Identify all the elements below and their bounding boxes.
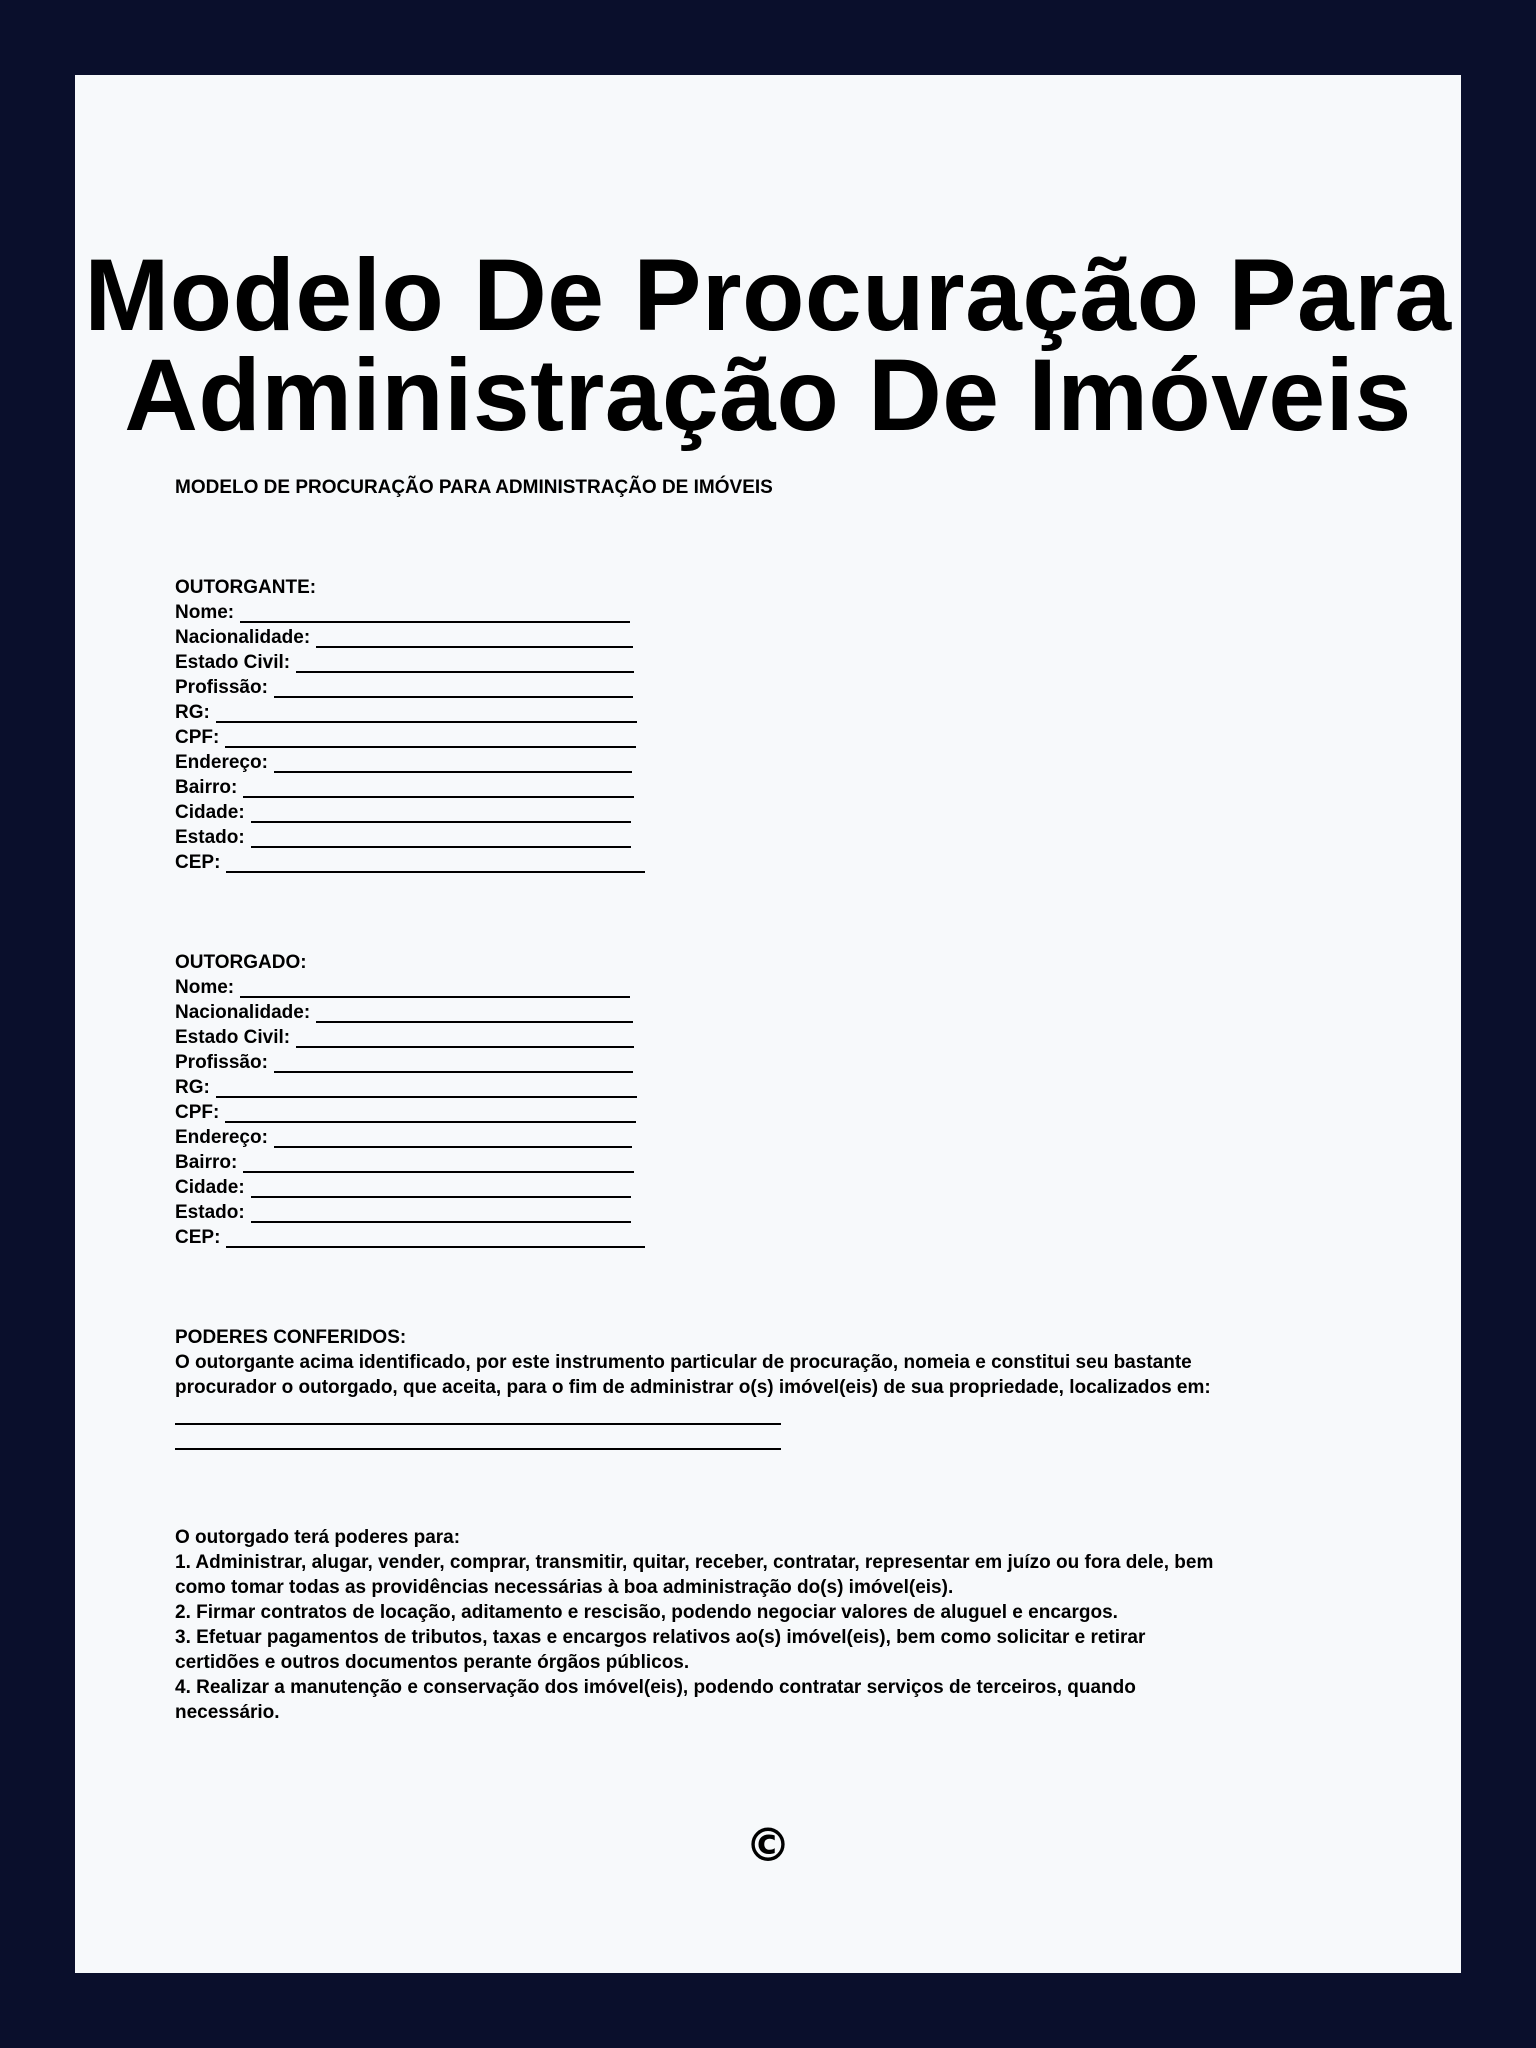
form-field-row [175, 725, 1225, 750]
form-field-row [175, 625, 1225, 650]
form-field-row [175, 1175, 1225, 1200]
field-blank-line [251, 1178, 631, 1198]
field-label: Estado Civil: [175, 652, 291, 673]
field-label: Nacionalidade: [175, 627, 311, 648]
field-blank-line [226, 1228, 645, 1248]
field-label: Endereço: [175, 752, 268, 773]
form-field-row [175, 825, 1225, 850]
form-field-row [175, 750, 1225, 775]
form-field-row [175, 650, 1225, 675]
field-blank-line [316, 1003, 633, 1023]
form-field-row [175, 1050, 1225, 1075]
field-blank-line [296, 1028, 634, 1048]
field-label: Profissão: [175, 1052, 268, 1073]
field-blank-line [251, 828, 631, 848]
form-field-row [175, 850, 1225, 875]
field-label: Estado: [175, 1202, 245, 1223]
outorgado-title: OUTORGADO: [175, 952, 307, 973]
outorgado-section [175, 950, 1225, 1250]
form-field-row [175, 1000, 1225, 1025]
address-blank-line [175, 1400, 781, 1425]
field-label: RG: [175, 1077, 210, 1098]
form-field-row [175, 1200, 1225, 1225]
field-label: Bairro: [175, 1152, 238, 1173]
field-blank-line [240, 978, 630, 998]
field-blank-line [296, 653, 634, 673]
field-blank-line [274, 1053, 633, 1073]
field-label: Nome: [175, 602, 235, 623]
field-blank-line [274, 1128, 632, 1148]
field-blank-line [243, 1153, 634, 1173]
field-label: RG: [175, 702, 210, 723]
field-blank-line [216, 703, 637, 723]
list-item: 4. Realizar a manutenção e conservação dos imóvel(eis), podendo contratar serviços de terceiros, quando necessário. [175, 1677, 1136, 1723]
field-label: Estado Civil: [175, 1027, 291, 1048]
field-label: Endereço: [175, 1127, 268, 1148]
page-title-line-1: Modelo De Procuração Para [84, 238, 1452, 352]
field-label: Cidade: [175, 802, 245, 823]
poderes-section [175, 1325, 1225, 1450]
field-label: Profissão: [175, 677, 268, 698]
poderes-title: PODERES CONFERIDOS: [175, 1327, 407, 1348]
field-label: Bairro: [175, 777, 238, 798]
field-label: Estado: [175, 827, 245, 848]
field-label: Nacionalidade: [175, 1002, 311, 1023]
field-blank-line [216, 1078, 637, 1098]
field-blank-line [274, 678, 633, 698]
form-field-row [175, 1125, 1225, 1150]
field-blank-line [274, 753, 632, 773]
form-field-row [175, 775, 1225, 800]
form-field-row [175, 675, 1225, 700]
document-heading: MODELO DE PROCURAÇÃO PARA ADMINISTRAÇÃO DE IMÓVEIS [175, 477, 773, 498]
form-field-row [175, 600, 1225, 625]
field-blank-line [243, 778, 634, 798]
outorgado-fields [175, 975, 1225, 1250]
form-field-row [175, 800, 1225, 825]
document-body [175, 475, 1225, 1800]
field-label: CEP: [175, 852, 221, 873]
field-blank-line [225, 728, 636, 748]
field-label: CEP: [175, 1227, 221, 1248]
field-label: Nome: [175, 977, 235, 998]
outorgante-fields [175, 600, 1225, 875]
field-blank-line [251, 803, 631, 823]
field-blank-line [240, 603, 630, 623]
field-blank-line [316, 628, 633, 648]
form-field-row [175, 1025, 1225, 1050]
address-blank-line [175, 1425, 781, 1450]
outorgante-title: OUTORGANTE: [175, 577, 317, 598]
copyright-icon: © [745, 1818, 791, 1872]
form-field-row [175, 1225, 1225, 1250]
page-title [75, 238, 1461, 452]
poderes-text: O outorgante acima identificado, por este instrumento particular de procuração, nomeia e constitui seu bastante procurador o outorgado, que aceita, para o fim de administrar o(s) imóvel(eis) de sua propriedade, localizados em: [175, 1352, 1211, 1398]
form-field-row [175, 1075, 1225, 1100]
page-title-line-2: Administração De Imóveis [124, 338, 1412, 452]
powers-intro: O outorgado terá poderes para: [175, 1527, 461, 1548]
field-blank-line [251, 1203, 631, 1223]
field-label: Cidade: [175, 1177, 245, 1198]
form-field-row [175, 1100, 1225, 1125]
outorgante-section [175, 575, 1225, 875]
field-label: CPF: [175, 727, 220, 748]
field-label: CPF: [175, 1102, 220, 1123]
powers-list [175, 1550, 1225, 1725]
field-blank-line [225, 1103, 636, 1123]
outorgado-powers-section [175, 1525, 1225, 1725]
form-field-row [175, 975, 1225, 1000]
list-item: 3. Efetuar pagamentos de tributos, taxas e encargos relativos ao(s) imóvel(eis), bem como solicitar e retirar certidões e outros documentos perante órgãos públicos. [175, 1627, 1146, 1673]
list-item: 1. Administrar, alugar, vender, comprar, transmitir, quitar, receber, contratar, representar em juízo ou fora dele, bem como tomar todas as providências necessárias à boa administração do(s) imóvel(eis). [175, 1552, 1214, 1598]
field-blank-line [226, 853, 645, 873]
form-field-row [175, 1150, 1225, 1175]
list-item: 2. Firmar contratos de locação, aditamento e rescisão, podendo negociar valores de aluguel e encargos. [175, 1602, 1118, 1623]
form-field-row [175, 700, 1225, 725]
